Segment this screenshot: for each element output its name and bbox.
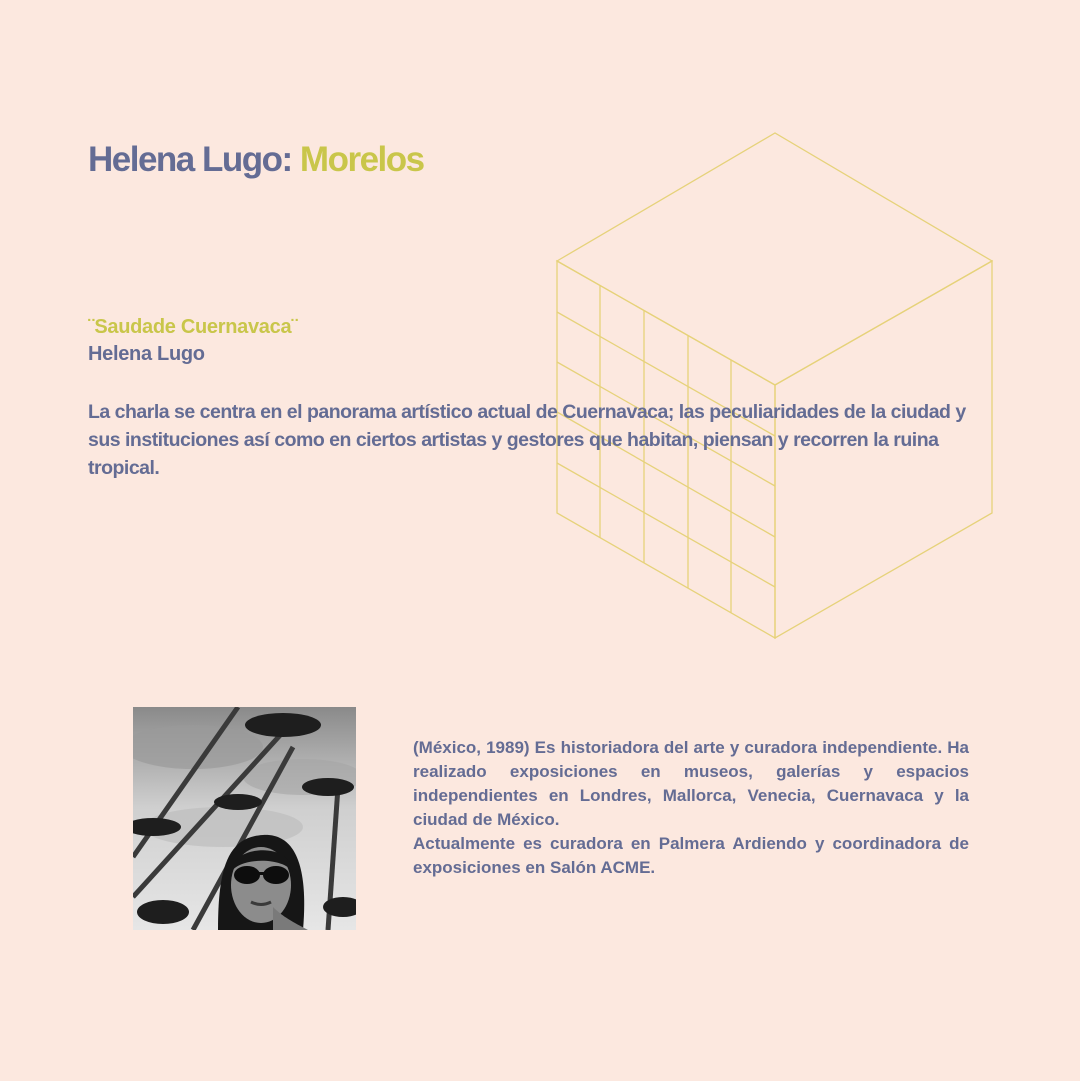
speaker-bio [413,736,969,880]
speaker-photo [133,707,356,930]
page-title [88,140,424,180]
portrait-photo-icon [133,707,356,930]
speaker-name: Helena Lugo: [88,140,292,179]
location-name: Morelos [299,140,424,179]
bio-paragraph: (México, 1989) Es historiadora del arte y curadora independiente. Ha realizado exposiciones en museos, galerías y espacios independientes en Londres, Mallorca, Venecia, Cuernavaca y la ciudad de México. [413,738,969,829]
bio-paragraph: Actualmente es curadora en Palmera Ardiendo y coordinadora de exposiciones en Salón ACME. [413,834,969,877]
talk-description: La charla se centra en el panorama artístico actual de Cuernavaca; las peculiaridades de la ciudad y sus instituciones así como en ciertos artistas y gestores que habitan, piensan y recorren la ruina tropical. [88,401,966,479]
cube-top-face [557,133,992,385]
talk-speaker: Helena Lugo [88,343,205,365]
talk-title: ¨Saudade Cuernavaca¨ [88,316,298,338]
